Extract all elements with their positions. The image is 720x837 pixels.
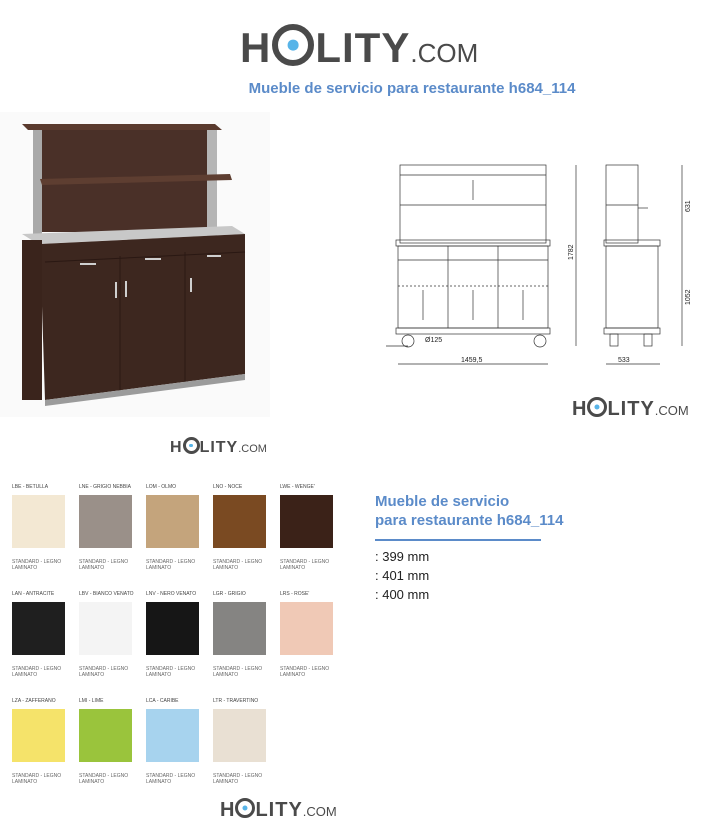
swatch-description: STANDARD - LEGNO LAMINATO: [79, 773, 129, 785]
swatch-code: LMI - LIME: [79, 698, 104, 704]
finish-swatch: [280, 484, 340, 571]
swatch-color-chip: [280, 495, 333, 548]
logo-suffix: .COM: [302, 804, 337, 819]
swatch-color-chip: [146, 495, 199, 548]
swatch-description: STANDARD - LEGNO LAMINATO: [213, 773, 263, 785]
finish-swatch: [213, 698, 273, 785]
swatch-color-chip: [146, 709, 199, 762]
divider: [375, 539, 541, 541]
swatch-color-chip: [213, 602, 266, 655]
dimension-height: 1782: [568, 244, 575, 260]
swatch-description: STANDARD - LEGNO LAMINATO: [12, 666, 62, 678]
dimension-wheel: Ø125: [425, 337, 443, 344]
logo-letter: H: [220, 799, 236, 821]
swatch-code: LWE - WENGE': [280, 484, 315, 490]
finish-swatch: [12, 591, 72, 678]
swatch-description: STANDARD - LEGNO LAMINATO: [213, 666, 263, 678]
logo-letter: H: [170, 439, 183, 456]
swatch-description: STANDARD - LEGNO LAMINATO: [280, 559, 330, 571]
holity-logo: [240, 20, 478, 72]
holity-logo: [170, 435, 267, 457]
logo-o-icon: [272, 24, 314, 66]
swatch-code: LCA - CARIBE: [146, 698, 179, 704]
dimension-bottom: 1052: [685, 289, 692, 305]
swatch-code: LOM - OLMO: [146, 484, 177, 490]
swatch-code: LAN - ANTRACITE: [12, 591, 55, 597]
dimension-value: : 399 mm: [375, 549, 430, 564]
swatch-description: STANDARD - LEGNO LAMINATO: [12, 773, 62, 785]
logo-text: LITY: [255, 799, 303, 821]
finish-swatch: [146, 698, 206, 785]
info-title-line2: para restaurante h684_114: [375, 512, 564, 529]
swatch-code: LNV - NERO VENATO: [146, 591, 197, 597]
swatch-description: STANDARD - LEGNO LAMINATO: [79, 666, 129, 678]
finish-swatch-grid: [0, 476, 350, 796]
swatch-color-chip: [12, 709, 65, 762]
logo-text: LITY: [199, 439, 239, 456]
swatch-description: STANDARD - LEGNO LAMINATO: [213, 559, 263, 571]
info-title-line1: Mueble de servicio: [375, 493, 510, 510]
swatch-color-chip: [146, 602, 199, 655]
finish-swatch: [79, 698, 139, 785]
swatch-code: LTR - TRAVERTINO: [213, 698, 259, 704]
finish-swatch: [146, 591, 206, 678]
swatch-color-chip: [79, 602, 132, 655]
swatch-code: LGR - GRIGIO: [213, 591, 246, 597]
finish-swatch: [79, 484, 139, 571]
dimension-value: : 400 mm: [375, 587, 430, 602]
dimension-value: : 401 mm: [375, 568, 430, 583]
swatch-color-chip: [213, 709, 266, 762]
info-title: [375, 492, 595, 530]
logo-text: LITY: [607, 398, 655, 420]
logo-letter: H: [572, 398, 588, 420]
logo-o-icon: [183, 437, 200, 454]
swatch-color-chip: [79, 495, 132, 548]
finish-swatch: [79, 591, 139, 678]
logo-o-icon: [587, 397, 607, 417]
product-info: [375, 492, 705, 604]
swatch-description: STANDARD - LEGNO LAMINATO: [12, 559, 62, 571]
logo-o-icon: [235, 798, 255, 818]
holity-logo: [220, 796, 337, 822]
swatch-description: STANDARD - LEGNO LAMINATO: [146, 666, 196, 678]
holity-logo: [572, 395, 689, 421]
technical-drawing: [378, 150, 698, 375]
dimension-depth: 533: [618, 357, 630, 364]
finish-swatch: [280, 591, 340, 678]
swatch-code: LNE - GRIGIO NEBBIA: [79, 484, 131, 490]
product-photo: [0, 112, 270, 417]
swatch-color-chip: [280, 602, 333, 655]
finish-swatch: [213, 591, 273, 678]
dimension-width: 1459,5: [461, 357, 483, 364]
logo-suffix: .COM: [410, 38, 479, 68]
page-title: Mueble de servicio para restaurante h684_114: [248, 80, 576, 97]
swatch-description: STANDARD - LEGNO LAMINATO: [280, 666, 330, 678]
swatch-description: STANDARD - LEGNO LAMINATO: [79, 559, 129, 571]
swatch-color-chip: [12, 602, 65, 655]
swatch-code: LBV - BIANCO VENATO: [79, 591, 134, 597]
logo-suffix: .COM: [654, 403, 689, 418]
swatch-color-chip: [213, 495, 266, 548]
swatch-code: LNO - NOCE: [213, 484, 243, 490]
swatch-color-chip: [12, 495, 65, 548]
logo-letter: H: [240, 24, 272, 71]
finish-swatch: [213, 484, 273, 571]
swatch-code: LRS - ROSE': [280, 591, 310, 597]
dimension-top: 631: [685, 200, 692, 212]
swatch-code: LZA - ZAFFERANO: [12, 698, 56, 704]
finish-swatch: [12, 698, 72, 785]
swatch-code: LBE - BETULLA: [12, 484, 49, 490]
swatch-color-chip: [79, 709, 132, 762]
finish-swatch: [12, 484, 72, 571]
swatch-description: STANDARD - LEGNO LAMINATO: [146, 559, 196, 571]
logo-suffix: .COM: [238, 443, 267, 455]
swatch-description: STANDARD - LEGNO LAMINATO: [146, 773, 196, 785]
finish-swatch: [146, 484, 206, 571]
logo-text: LITY: [315, 24, 411, 71]
